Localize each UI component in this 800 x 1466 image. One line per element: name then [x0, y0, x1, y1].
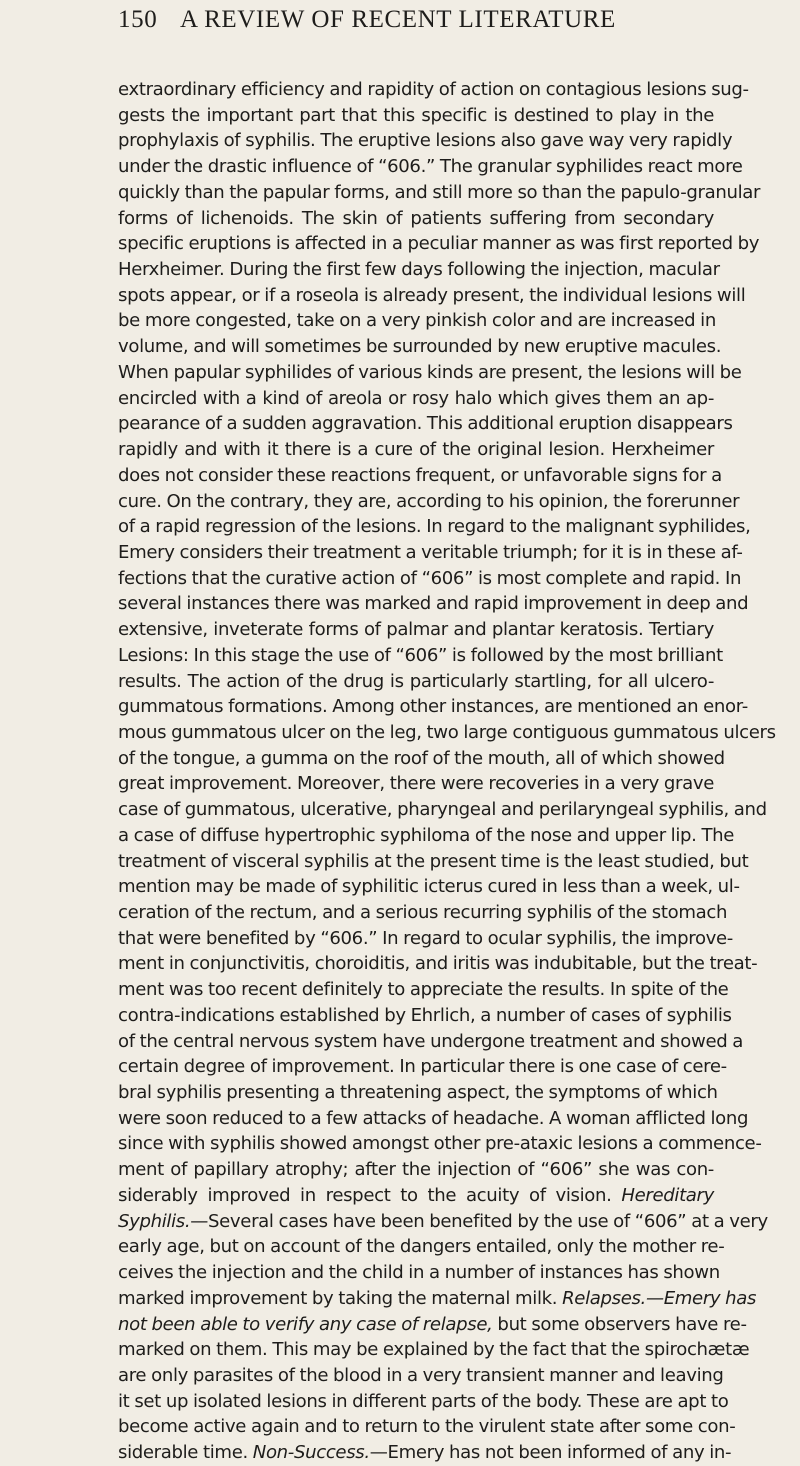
text-run: gests the important part that this specific is destined to play in the [118, 104, 714, 126]
text-line [118, 720, 776, 746]
text-line [118, 591, 749, 617]
text-line [118, 1209, 768, 1235]
text-line [118, 463, 722, 489]
text-run: bral syphilis presenting a threatening aspect, the symptoms of which [118, 1082, 718, 1104]
text-run: siderably improved in respect to the acuity of vision. [118, 1184, 622, 1206]
text-run: extensive, inveterate forms of palmar and plantar keratosis. Tertiary [118, 619, 714, 641]
text-line [118, 334, 722, 360]
body-text [118, 77, 776, 1466]
text-run: great improvement. Moreover, there were recoveries in a very grave [118, 773, 714, 795]
text-run: early age, but on account of the dangers entailed, only the mother re- [118, 1236, 725, 1258]
text-line [118, 77, 749, 103]
text-line [118, 308, 714, 334]
text-line [118, 1337, 750, 1363]
text-run: quickly than the papular forms, and still more so than the papulo-granular [118, 181, 761, 203]
text-line [118, 977, 729, 1003]
text-line [118, 1234, 725, 1260]
text-run: become active again and to return to the virulent state after some con- [118, 1416, 736, 1438]
text-run: specific eruptions is affected in a peculiar manner as was first reported by [118, 233, 760, 255]
text-run: under the drastic influence of “606.” The granular syphilides react more [118, 156, 743, 178]
text-line [118, 1183, 714, 1209]
text-line [118, 926, 733, 952]
text-line [118, 514, 751, 540]
text-run: pearance of a sudden aggravation. This additional eruption disappears [118, 413, 733, 435]
italic-run: Relapses.—Emery has [562, 1287, 757, 1309]
text-line [118, 1286, 757, 1312]
text-run: several instances there was marked and rapid improvement in deep and [118, 593, 749, 615]
text-run: of the tongue, a gumma on the roof of the mouth, all of which showed [118, 747, 725, 769]
text-line [118, 154, 743, 180]
text-run: —Several cases have been benefited by the use of “606” at a very [190, 1210, 768, 1232]
text-line [118, 1080, 718, 1106]
text-run: results. The action of the drug is particularly startling, for all ulcero- [118, 670, 714, 692]
text-run: marked improvement by taking the maternal milk. [118, 1287, 563, 1309]
running-title: A REVIEW OF RECENT LITERATURE [180, 6, 616, 33]
text-run: a case of diffuse hypertrophic syphiloma of the nose and upper lip. The [118, 824, 735, 846]
text-line [118, 437, 714, 463]
text-run: mous gummatous ulcer on the leg, two large contiguous gummatous ulcers [118, 721, 776, 743]
text-line [118, 283, 746, 309]
text-run: spots appear, or if a roseola is already present, the individual lesions will [118, 284, 746, 306]
text-run: cure. On the contrary, they are, according to his opinion, the forerunner [118, 490, 740, 512]
text-run: ment in conjunctivitis, choroiditis, and iritis was indubitable, but the treat- [118, 953, 758, 975]
text-line [118, 257, 720, 283]
text-line [118, 617, 714, 643]
text-run: When papular syphilides of various kinds are present, the lesions will be [118, 361, 742, 383]
text-line [118, 1029, 744, 1055]
italic-run: Syphilis. [118, 1210, 191, 1232]
italic-run: not been able to verify any case of relapse, [118, 1313, 493, 1335]
text-run: fections that the curative action of “606” is most complete and rapid. In [118, 567, 742, 589]
text-run: —Emery has not been informed of any in- [369, 1442, 732, 1464]
text-run: case of gummatous, ulcerative, pharyngeal and perilaryngeal syphilis, and [118, 799, 767, 821]
text-run: but some observers have re- [492, 1313, 747, 1335]
text-run: ment was too recent definitely to appreciate the results. In spite of the [118, 979, 729, 1001]
text-line [118, 771, 714, 797]
text-run: ceives the injection and the child in a number of instances has shown [118, 1262, 720, 1284]
text-line [118, 1003, 732, 1029]
text-line [118, 128, 733, 154]
text-line [118, 900, 728, 926]
text-run: that were benefited by “606.” In regard to ocular syphilis, the improve- [118, 927, 733, 949]
text-line [118, 1312, 747, 1338]
text-run: of the central nervous system have undergone treatment and showed a [118, 1030, 744, 1052]
text-run: treatment of visceral syphilis at the present time is the least studied, but [118, 850, 749, 872]
text-run: extraordinary efficiency and rapidity of action on contagious lesions sug- [118, 79, 749, 100]
text-run: ment of papillary atrophy; after the injection of “606” she was con- [118, 1159, 714, 1181]
text-line [118, 1131, 762, 1157]
text-line [118, 1157, 714, 1183]
text-run: Herxheimer. During the first few days following the injection, macular [118, 259, 720, 281]
text-run: marked on them. This may be explained by the fact that the spirochætæ [118, 1339, 750, 1361]
text-line [118, 1363, 724, 1389]
text-line [118, 1414, 736, 1440]
text-line [118, 643, 723, 669]
text-line [118, 1440, 732, 1466]
text-line [118, 797, 767, 823]
text-run: encircled with a kind of areola or rosy halo which gives them an ap- [118, 387, 714, 409]
text-run: be more congested, take on a very pinkish color and are increased in [118, 310, 716, 332]
text-line [118, 411, 733, 437]
text-line [118, 1106, 749, 1132]
text-line [118, 823, 735, 849]
text-line [118, 951, 758, 977]
text-run: Lesions: In this stage the use of “606” is followed by the most brilliant [118, 644, 723, 666]
text-run: of a rapid regression of the lesions. In regard to the malignant syphilides, [118, 516, 751, 538]
text-line [118, 180, 761, 206]
text-line [118, 489, 740, 515]
text-run: forms of lichenoids. The skin of patients suffering from secondary [118, 207, 714, 229]
text-line [118, 1054, 727, 1080]
text-line [118, 849, 749, 875]
text-line [118, 746, 725, 772]
text-line [118, 566, 742, 592]
text-run: gummatous formations. Among other instances, are mentioned an enor- [118, 696, 748, 718]
text-run: certain degree of improvement. In particular there is one case of cere- [118, 1056, 727, 1078]
text-run: mention may be made of syphilitic icterus cured in less than a week, ul- [118, 876, 740, 898]
text-line [118, 874, 740, 900]
text-run: ceration of the rectum, and a serious recurring syphilis of the stomach [118, 902, 728, 923]
text-line [118, 386, 714, 412]
text-line [118, 540, 743, 566]
text-run: were soon reduced to a few attacks of headache. A woman afflicted long [118, 1107, 749, 1129]
text-run: Emery considers their treatment a veritable triumph; for it is in these af- [118, 541, 743, 563]
text-run: are only parasites of the blood in a very transient manner and leaving [118, 1364, 724, 1386]
italic-run: Hereditary [621, 1184, 714, 1206]
text-run: it set up isolated lesions in different parts of the body. These are apt to [118, 1390, 729, 1412]
text-line [118, 694, 748, 720]
text-line [118, 103, 714, 129]
text-line [118, 1260, 720, 1286]
text-run: siderable time. [118, 1442, 253, 1464]
text-run: rapidly and with it there is a cure of the original lesion. Herxheimer [118, 439, 714, 461]
text-run: does not consider these reactions frequent, or unfavorable signs for a [118, 464, 722, 486]
running-head [118, 6, 678, 40]
text-line [118, 360, 742, 386]
text-run: volume, and will sometimes be surrounded by new eruptive macules. [118, 336, 722, 358]
text-run: since with syphilis showed amongst other pre-ataxic lesions a commence- [118, 1133, 762, 1155]
text-line [118, 231, 760, 257]
text-run: prophylaxis of syphilis. The eruptive lesions also gave way very rapidly [118, 130, 733, 152]
text-line [118, 669, 714, 695]
text-line [118, 1389, 729, 1415]
page-number: 150 [118, 6, 158, 33]
text-line [118, 206, 714, 232]
text-run: contra-indications established by Ehrlich, a number of cases of syphilis [118, 1004, 732, 1026]
italic-run: Non-Success. [252, 1442, 370, 1464]
